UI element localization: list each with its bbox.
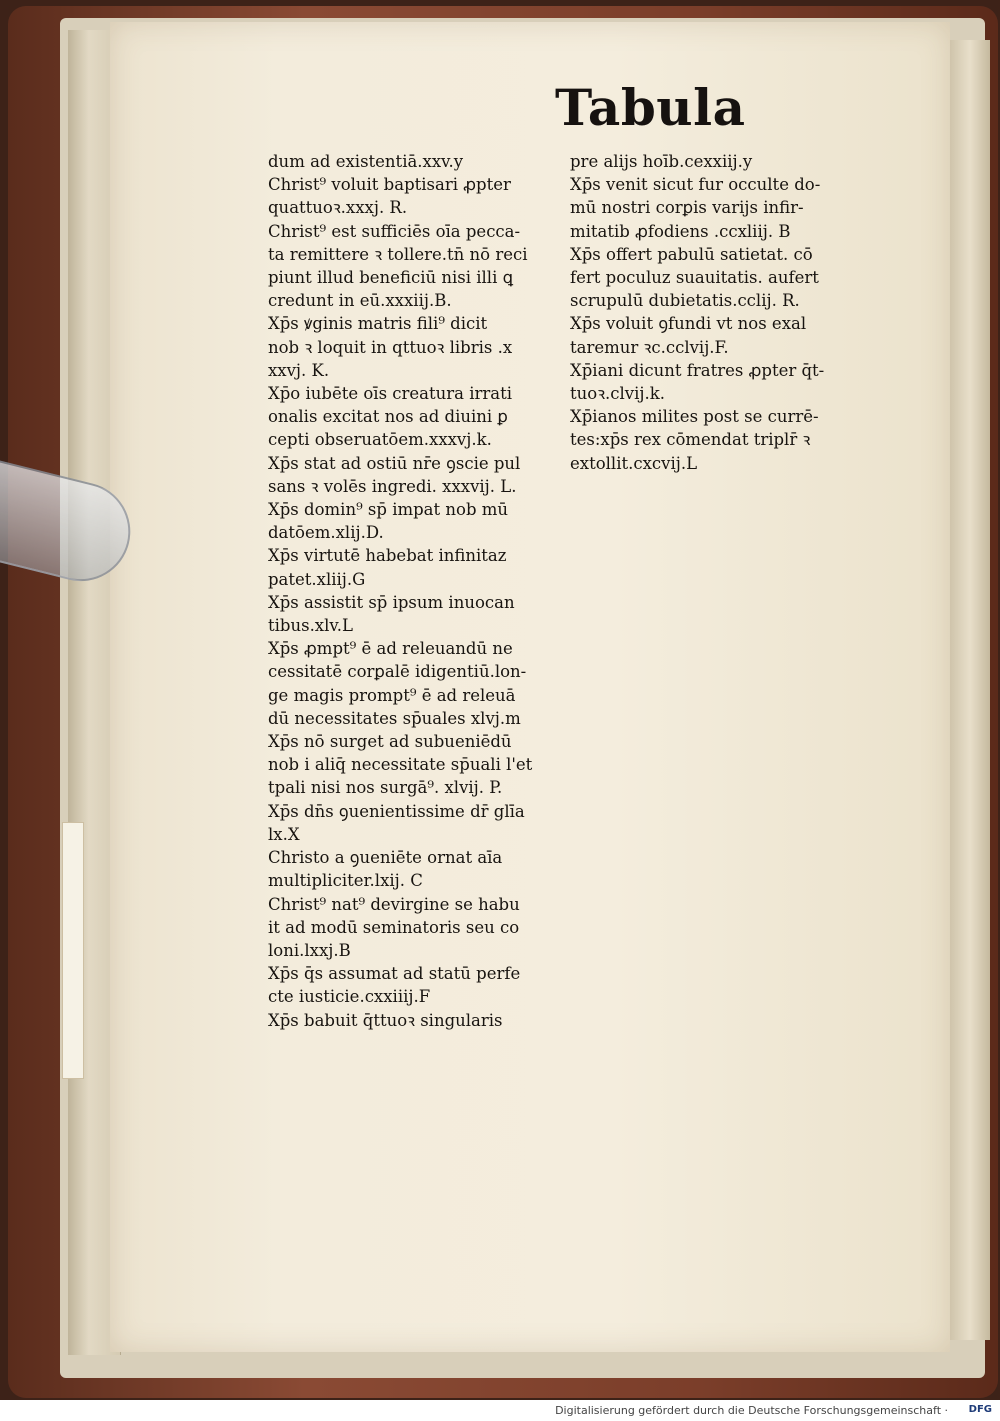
footer-bar (0, 1400, 1000, 1421)
right-page-edges (950, 40, 990, 1340)
index-entry-line: xxvj. K. (268, 360, 330, 380)
index-entry-line: lx.X (268, 824, 300, 844)
index-entry-line: Christ⁹ est sufficiēs oīa pecca- (268, 221, 521, 241)
index-entry-line: Xp̄s offert pabulū satietat. cō (570, 244, 813, 264)
funding-note: Digitalisierung gefördert durch die Deutsche Forschungsgemeinschaft · (555, 1404, 948, 1417)
index-entry-line: loni.lxxj.B (268, 940, 351, 960)
index-entry-line: tes:xp̄s rex cōmendat triplr̄ ꝛ (570, 430, 811, 450)
page-heading: Tabula (555, 78, 746, 137)
index-entry-line: it ad modū seminatoris seu co (268, 917, 520, 937)
index-entry-line: scrupulū dubietatis.cclij. R. (570, 291, 800, 311)
index-entry-line: piunt illud beneficiū nisi illi ꝗ (268, 268, 514, 288)
index-entry-line: Christ⁹ voluit baptisari ꝓpter (268, 175, 511, 195)
index-entry-line: dum ad existentiā.xxv.y (268, 152, 464, 171)
index-column-right (570, 150, 855, 475)
index-entry-line: ta remittere ꝛ tollere.tn̄ nō reci (268, 244, 528, 264)
index-entry-line: Xp̄iani dicunt fratres ꝓpter q̄t- (570, 360, 825, 380)
index-entry-line: quattuoꝛ.xxxj. R. (268, 198, 408, 218)
index-entry-line: onalis excitat nos ad diuini ꝑ (268, 407, 508, 427)
index-entry-line: ge magis prompt⁹ ē ad releuā (268, 685, 516, 705)
index-entry-line: Xp̄s virtutē habebat infinitaz (268, 546, 507, 566)
index-entry-line: fert poculuz suauitatis. aufert (570, 268, 819, 288)
index-entry-line: tibus.xlv.L (268, 616, 353, 636)
index-entry-line: cessitatē corꝑalē idigentiū.lon- (268, 662, 527, 682)
index-entry-line: Xp̄s voluit ꝯfundi vt nos exal (570, 314, 807, 334)
index-entry-line: taremur ꝛc.cclvij.F. (570, 337, 729, 357)
index-entry-line: tpali nisi nos surgā⁹. xlvij. P. (268, 778, 503, 798)
index-entry-line: tuoꝛ.clvij.k. (570, 384, 665, 404)
index-entry-line: Christo a ꝯueniēte ornat aīa (268, 848, 503, 868)
index-entry-line: Xp̄s venit sicut fur occulte do- (570, 175, 821, 195)
index-entry-line: credunt in eū.xxxiij.B. (268, 291, 452, 311)
index-entry-line: cepti obseruatōem.xxxvj.k. (268, 430, 492, 450)
index-entry-line: nob ꝛ loquit in qttuoꝛ libris .x (268, 337, 513, 357)
index-entry-line: Xp̄s ꝟginis matris fili⁹ dicit (268, 314, 488, 334)
dfg-logo-icon: DFG (968, 1404, 992, 1415)
index-entry-line: Xp̄ianos milites post se currē- (570, 407, 819, 427)
index-entry-line: extollit.cxcvij.L (570, 453, 698, 473)
index-entry-line: Xp̄s assistit sp̄ ipsum inuocan (268, 592, 515, 612)
index-entry-line: dū necessitates sp̄uales xlvj.m (268, 708, 521, 728)
index-entry-line: cte iusticie.cxxiiij.F (268, 987, 431, 1007)
index-entry-line: pre alijs hoīb.cexxiij.y (570, 152, 753, 171)
index-entry-line: mū nostri corꝑis varijs infir- (570, 198, 804, 218)
index-entry-line: Xp̄s q̄s assumat ad statū perfe (268, 964, 521, 984)
index-entry-line: Xp̄s babuit q̄ttuoꝛ singularis (268, 1010, 503, 1030)
index-entry-line: Xp̄s domin⁹ sp̄ impat nob mū (268, 500, 509, 520)
index-entry-line: Xp̄s stat ad ostiū nr̄e ꝯscie pul (268, 453, 521, 473)
index-entry-line: Xp̄s dn̄s ꝯuenientissime dr̄ glīa (268, 801, 525, 821)
index-entry-line: multipliciter.lxij. C (268, 871, 423, 891)
index-entry-line: Xp̄o iubēte oīs creatura irrati (268, 384, 513, 404)
index-entry-line: Xp̄s nō surget ad subueniēdū (268, 732, 512, 752)
index-entry-line: Christ⁹ nat⁹ devirgine se habu (268, 894, 520, 914)
index-entry-line: datōem.xlij.D. (268, 523, 384, 543)
index-column-left (268, 150, 548, 1032)
paper-strip (62, 822, 84, 1079)
index-entry-line: sans ꝛ volēs ingredi. xxxvij. L. (268, 476, 517, 496)
index-entry-line: patet.xliij.G (268, 569, 366, 589)
index-entry-line: mitatib ꝓfodiens .ccxliij. B (570, 221, 791, 241)
index-entry-line: Xp̄s ꝓmpt⁹ ē ad releuandū ne (268, 639, 513, 659)
index-entry-line: nob i aliq̄ necessitate sp̄uali l'et (268, 755, 533, 775)
